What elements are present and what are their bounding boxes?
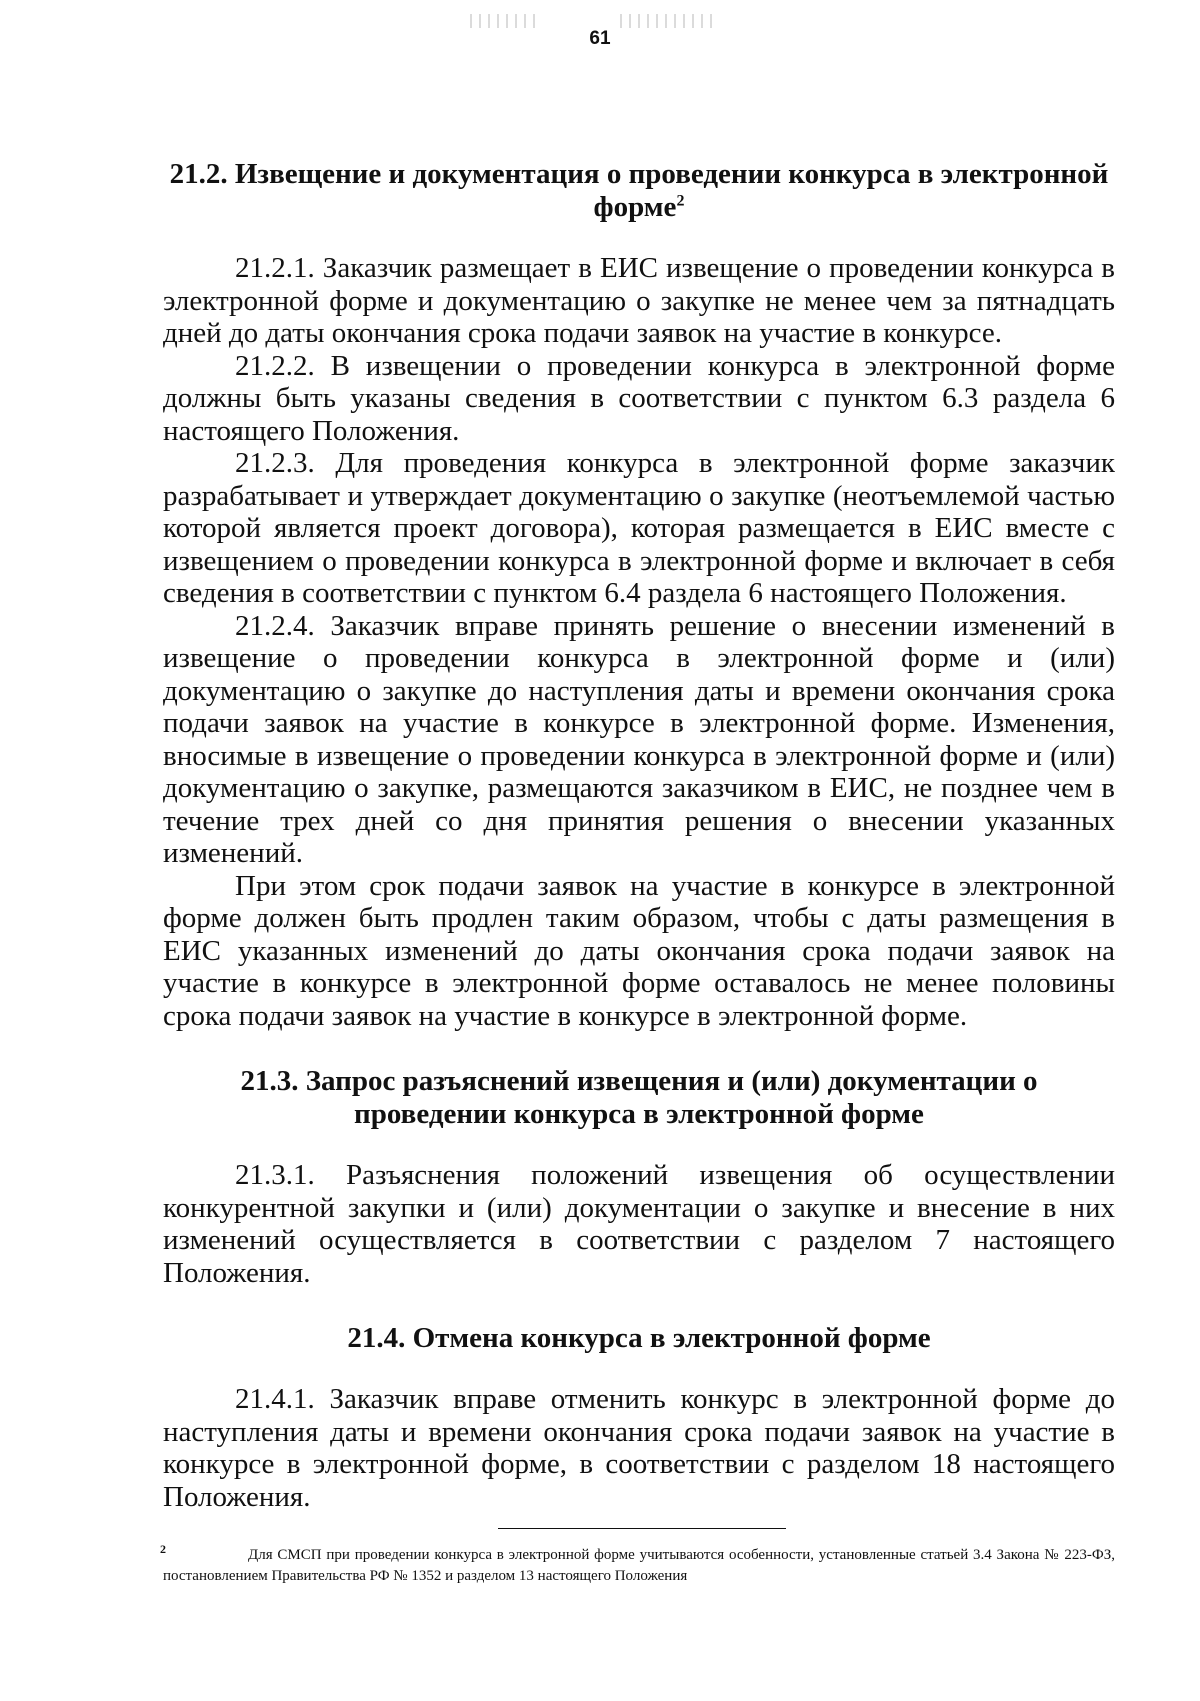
footnote-separator (498, 1528, 786, 1529)
section-heading-text: 21.2. Извещение и документация о проведении конкурса в электронной форме (169, 158, 1109, 223)
section-heading-21-4: 21.4. Отмена конкурса в электронной форме (347, 1322, 931, 1354)
paragraph-21-3-1: 21.3.1. Разъяснения положений извещения об осуществлении конкурентной закупки и (или) документации о закупке и внесение в них изменений осуществляется в соответствии с разделом 7 настоящего Положения. (163, 1159, 1115, 1289)
paragraph-21-2-4-continued: При этом срок подачи заявок на участие в конкурсе в электронной форме должен быть продлен таким образом, чтобы с даты размещения в ЕИС указанных изменений до даты окончания срока подачи заявок на участие в конкурсе в электронной форме оставалось не менее половины срока подачи заявок на участие в конкурсе в электронной форме. (163, 869, 1115, 1032)
paragraph-21-2-1: 21.2.1. Заказчик размещает в ЕИС извещение о проведении конкурса в электронной форме и документацию о закупке не менее чем за пятнадцать дней до даты окончания срока подачи заявок на участие в конкурсе. (163, 252, 1115, 349)
section-heading-21-3: 21.3. Запрос разъяснений извещения и (или) документации о проведении конкурса в электронной форме (240, 1065, 1038, 1130)
paragraph-21-2-4: 21.2.4. Заказчик вправе принять решение о внесении изменений в извещение о проведении конкурса в электронной форме и (или) документацию о закупке до наступления даты и времени окончания срока подачи заявок на участие в конкурсе в электронной форме. Изменения, вносимые в извещение о проведении конкурса в электронной форме и (или) документацию о закупке, размещаются заказчиком в ЕИС, не позднее чем в течение трех дней со дня принятия решения о внесении указанных изменений. (163, 609, 1115, 869)
section-heading-21-2 (163, 158, 1115, 224)
scan-artifact (620, 14, 715, 28)
paragraph-21-2-3: 21.2.3. Для проведения конкурса в электронной форме заказчик разрабатывает и утверждает документацию о закупке (неотъемлемой частью которой является проект договора), которая размещается в ЕИС вместе с извещением о проведении конкурса в электронной форме и включает в себя сведения в соответствии с пунктом 6.4 раздела 6 настоящего Положения. (163, 447, 1115, 609)
footnote-reference: 2 (676, 192, 685, 210)
footnote-text: Для СМСП при проведении конкурса в электронной форме учитываются особенности, установленные статьей 3.4 Закона № 223-ФЗ, постановлением Правительства РФ № 1352 и разделом 13 настоящего Положения (163, 1547, 1115, 1584)
page-number: 61 (589, 28, 611, 49)
footnote-mark: 2 (160, 1542, 166, 1556)
scan-artifact (470, 14, 540, 28)
footnote (160, 1542, 1115, 1587)
paragraph-21-4-1: 21.4.1. Заказчик вправе отменить конкурс в электронной форме до наступления даты и времени окончания срока подачи заявок на участие в конкурсе в электронной форме, в соответствии с разделом 18 настоящего Положения. (163, 1383, 1115, 1513)
paragraph-21-2-2: 21.2.2. В извещении о проведении конкурса в электронной форме должны быть указаны сведения в соответствии с пунктом 6.3 раздела 6 настоящего Положения. (163, 349, 1115, 447)
document-body (163, 158, 1115, 1513)
